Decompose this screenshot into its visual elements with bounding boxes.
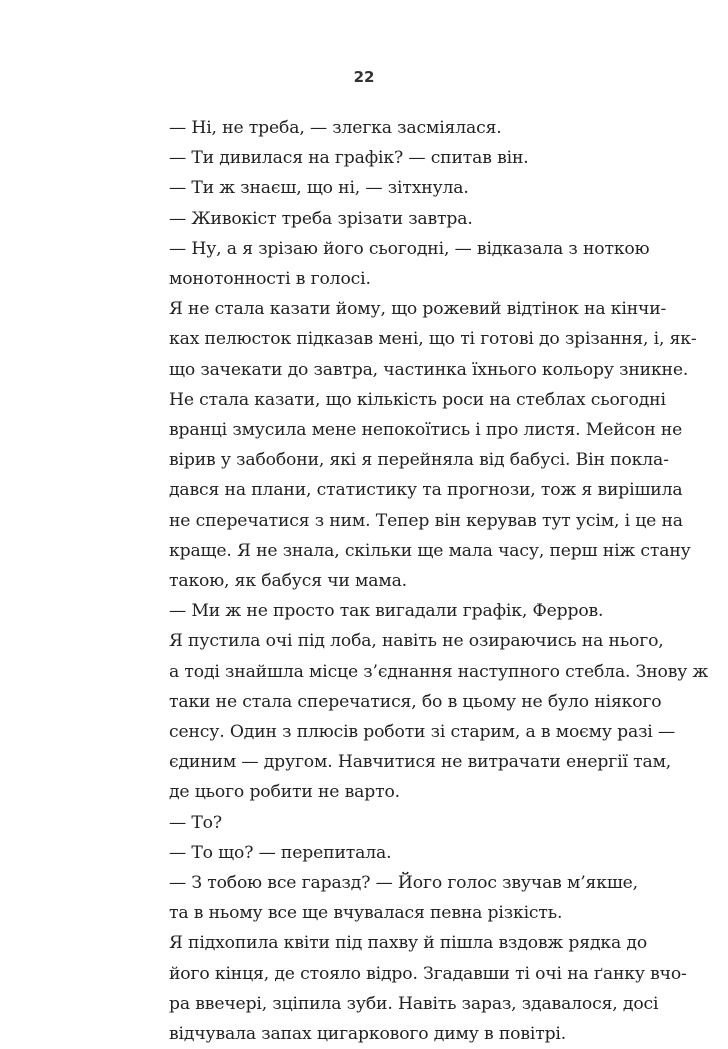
text-line: — Ти дивилася на графік? — спитав він. xyxy=(169,148,529,169)
text-line: — Ну, а я зрізаю його сьогодні, — відказала з ноткою xyxy=(169,238,650,259)
text-line: Я не стала казати йому, що рожевий відтінок на кінчи- xyxy=(169,299,667,320)
paragraph xyxy=(150,113,582,143)
text-line: та в ньому все ще вчувалася певна різкість. xyxy=(169,903,563,924)
text-line: — З тобою все гаразд? — Його голос звучав м’якше, xyxy=(169,873,638,894)
text-line: не сперечатися з ним. Тепер він керував тут усім, і це на xyxy=(169,510,683,531)
paragraph xyxy=(150,294,697,596)
paragraph xyxy=(150,808,582,838)
text-line: ках пелюсток підказав мені, що ті готові до зрізання, і, як- xyxy=(169,329,697,350)
paragraph xyxy=(150,838,582,868)
text-line: — Живокіст треба зрізати завтра. xyxy=(169,208,473,229)
text-line: його кінця, де стояло відро. Згадавши ті очі на ґанку вчо- xyxy=(169,963,687,984)
text-line: — Ні, не треба, — злегка засміялася. xyxy=(169,118,502,138)
text-line: що зачекати до завтра, частинка їхнього кольору зникне. xyxy=(169,359,689,380)
paragraph xyxy=(150,173,582,203)
text-line: вірив у забобони, які я перейняла від бабусі. Він покла- xyxy=(169,450,669,471)
paragraph xyxy=(150,143,582,173)
text-body xyxy=(150,113,709,1049)
text-line: такою, як бабуся чи мама. xyxy=(169,571,407,592)
text-line: сенсу. Один з плюсів роботи зі старим, а в моєму разі — xyxy=(169,722,676,743)
paragraph xyxy=(150,626,709,807)
text-line: єдиним — другом. Навчитися не витрачати енергії там, xyxy=(169,752,672,773)
text-line: таки не стала сперечатися, бо в цьому не було ніякого xyxy=(169,691,662,712)
text-line: дався на плани, статистику та прогнози, тож я вирішила xyxy=(169,480,683,501)
text-line: Не стала казати, що кількість роси на стеблах сьогодні xyxy=(169,389,666,410)
text-line: монотонності в голосі. xyxy=(169,269,371,290)
text-line: ра ввечері, зціпила зуби. Навіть зараз, здавалося, досі xyxy=(169,993,659,1014)
text-line: — То що? — перепитала. xyxy=(169,842,392,863)
text-line: Я підхопила квіти під пахву й пішла вздовж рядка до xyxy=(169,933,648,954)
text-line: а тоді знайшла місце з’єднання наступного стебла. Знову ж xyxy=(169,661,709,682)
text-line: — Ти ж знаєш, що ні, — зітхнула. xyxy=(169,178,469,199)
paragraph xyxy=(150,928,687,1049)
page-number: 22 xyxy=(353,68,375,86)
text-line: відчувала запах цигаркового диму в повітрі. xyxy=(169,1024,567,1045)
paragraph xyxy=(150,596,604,626)
text-line: — Ми ж не просто так вигадали графік, Ферров. xyxy=(169,601,604,622)
text-line: де цього робити не варто. xyxy=(169,782,400,803)
paragraph xyxy=(150,204,582,234)
paragraph xyxy=(150,868,638,928)
paragraph xyxy=(150,234,650,294)
text-line: краще. Я не знала, скільки ще мала часу, перш ніж стану xyxy=(169,540,691,561)
text-line: — То? xyxy=(169,812,222,833)
text-line: Я пустила очі під лоба, навіть не озираючись на нього, xyxy=(169,631,664,652)
text-line: вранці змусила мене непокоїтись і про листя. Мейсон не xyxy=(169,420,683,441)
